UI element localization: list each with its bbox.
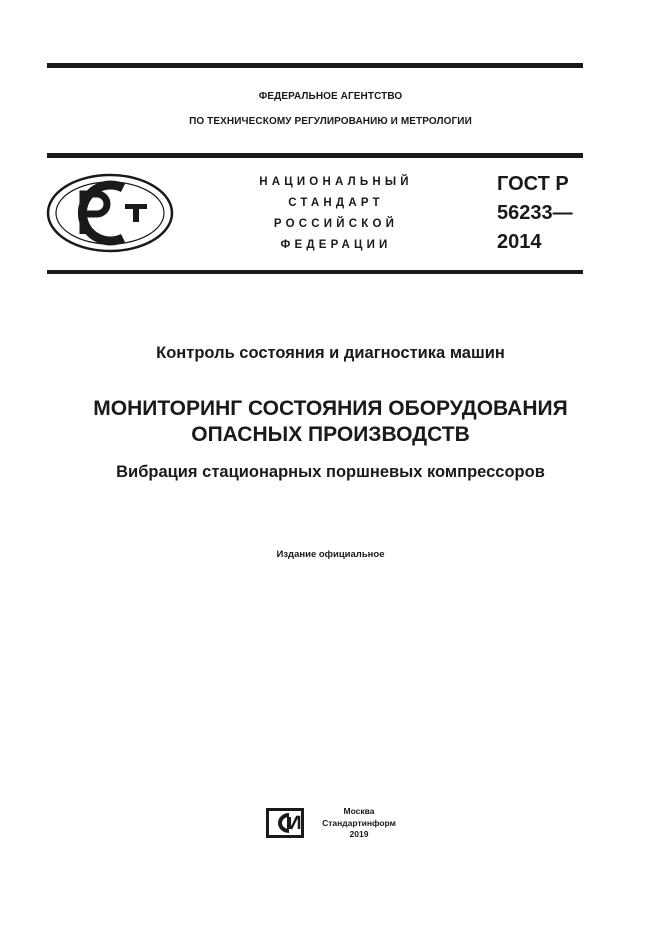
bottom-rule	[47, 270, 583, 274]
standard-type-line4: ФЕДЕРАЦИИ	[280, 239, 392, 251]
standard-type-line2: СТАНДАРТ	[288, 197, 384, 209]
agency-name-line1: ФЕДЕРАЛЬНОЕ АГЕНТСТВО	[258, 91, 403, 102]
document-subtitle: Контроль состояния и диагностика машин	[156, 344, 505, 362]
middle-rule	[47, 153, 583, 158]
standard-type-line3: РОССИЙСКОЙ	[273, 218, 399, 230]
document-subtitle-2: Вибрация стационарных поршневых компрессоров	[116, 463, 545, 481]
standard-designation	[497, 170, 573, 257]
document-title	[0, 396, 661, 448]
document-title-line1: МОНИТОРИНГ СОСТОЯНИЯ ОБОРУДОВАНИЯ	[93, 397, 568, 420]
publisher-block	[310, 806, 408, 841]
rst-certification-mark-icon	[45, 172, 175, 254]
agency-name-line2: ПО ТЕХНИЧЕСКОМУ РЕГУЛИРОВАНИЮ И МЕТРОЛОГИИ	[189, 116, 472, 127]
publisher-name: Стандартинформ	[322, 817, 396, 828]
standard-type	[228, 172, 444, 256]
publication-year: 2019	[349, 829, 369, 839]
standartinform-logo-icon	[265, 807, 305, 839]
top-rule	[47, 63, 583, 68]
document-title-line2: ОПАСНЫХ ПРОИЗВОДСТВ	[191, 423, 470, 446]
publisher-city: Москва	[343, 806, 375, 816]
standard-type-line1: НАЦИОНАЛЬНЫЙ	[259, 176, 413, 188]
designation-line3: 2014	[497, 231, 542, 253]
designation-line2: 56233—	[497, 202, 573, 224]
edition-note: Издание официальное	[276, 549, 385, 560]
designation-line1: ГОСТ Р	[497, 173, 569, 195]
